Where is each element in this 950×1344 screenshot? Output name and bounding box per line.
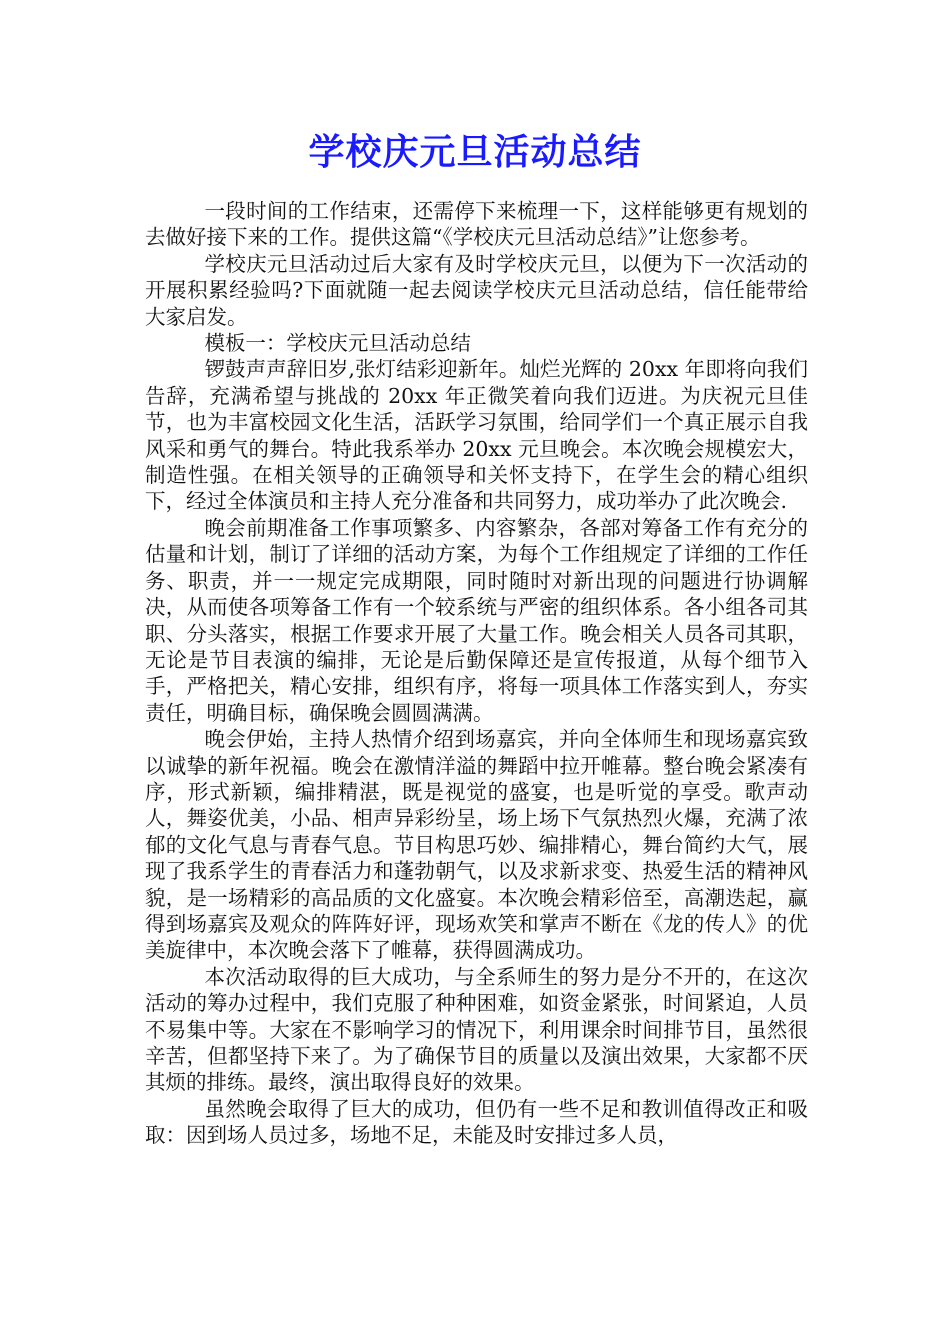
paragraph: 本次活动取得的巨大成功，与全系师生的努力是分不开的，在这次活动的筹办过程中，我们克服了种种困难，如资金紧张，时间紧迫，人员不易集中等。大家在不影响学习的情况下，利用课余时间排节目，虽然很辛苦，但都坚持下来了。为了确保节目的质量以及演出效果，大家都不厌其烦的排练。最终，演出取得良好的效果。 <box>145 964 808 1095</box>
paragraph: 晚会伊始，主持人热情介绍到场嘉宾，并向全体师生和现场嘉宾致以诚挚的新年祝福。晚会在激情洋溢的舞蹈中拉开帷幕。整台晚会紧凑有序，形式新颖，编排精湛，既是视觉的盛宴，也是听觉的享受。歌声动人，舞姿优美，小品、相声异彩纷呈，场上场下气氛热烈火爆，充满了浓郁的文化气息与青春气息。节目构思巧妙、编排精心，舞台简约大气，展现了我系学生的青春活力和蓬勃朝气，以及求新求变、热爱生活的精神风貌，是一场精彩的高品质的文化盛宴。本次晚会精彩倍至，高潮迭起，赢得到场嘉宾及观众的阵阵好评，现场欢笑和掌声不断在《龙的传人》的优美旋律中，本次晚会落下了帷幕，获得圆满成功。 <box>145 727 808 963</box>
paragraph-lead: 学校庆元旦活动过后大家有及时学校庆元旦，以便为下一次活动的开展积累经验吗?下面就随一起去阅读学校庆元旦活动总结，信任能带给大家启发。 <box>145 251 808 329</box>
paragraph: 晚会前期准备工作事项繁多、内容繁杂，各部对筹备工作有充分的估量和计划，制订了详细的活动方案，为每个工作组规定了详细的工作任务、职责，并一一规定完成期限，同时随时对新出现的问题进行协调解决，从而使各项筹备工作有一个较系统与严密的组织体系。各小组各司其职、分头落实，根据工作要求开展了大量工作。晚会相关人员各司其职，无论是节目表演的编排，无论是后勤保障还是宣传报道，从每个细节入手，严格把关，精心安排，组织有序，将每一项具体工作落实到人，夯实责任，明确目标，确保晚会圆圆满满。 <box>145 515 808 725</box>
document-title: 学校庆元旦活动总结 <box>308 131 642 173</box>
paragraph: 锣鼓声声辞旧岁,张灯结彩迎新年。灿烂光辉的 20xx 年即将向我们告辞，充满希望与挑战的 20xx 年正微笑着向我们迈进。为庆祝元旦佳节，也为丰富校园文化生活，活跃学习氛围，给同学们一个真正展示自我风采和勇气的舞台。特此我系举办 20xx 元旦晚会。本次晚会规模宏大，制造性强。在相关领导的正确领导和关怀支持下，在学生会的精心组织下，经过全体演员和主持人充分准备和共同努力，成功举办了此次晚会. <box>145 357 808 514</box>
section-heading: 模板一：学校庆元旦活动总结 <box>204 331 471 356</box>
paragraph-intro: 一段时间的工作结束，还需停下来梳理一下，这样能够更有规划的去做好接下来的工作。提供这篇“《学校庆元旦活动总结》”让您参考。 <box>145 199 808 250</box>
paragraph: 虽然晚会取得了巨大的成功，但仍有一些不足和教训值得改正和吸取：因到场人员过多，场地不足，未能及时安排过多人员， <box>145 1096 808 1148</box>
document-body <box>145 198 808 1149</box>
